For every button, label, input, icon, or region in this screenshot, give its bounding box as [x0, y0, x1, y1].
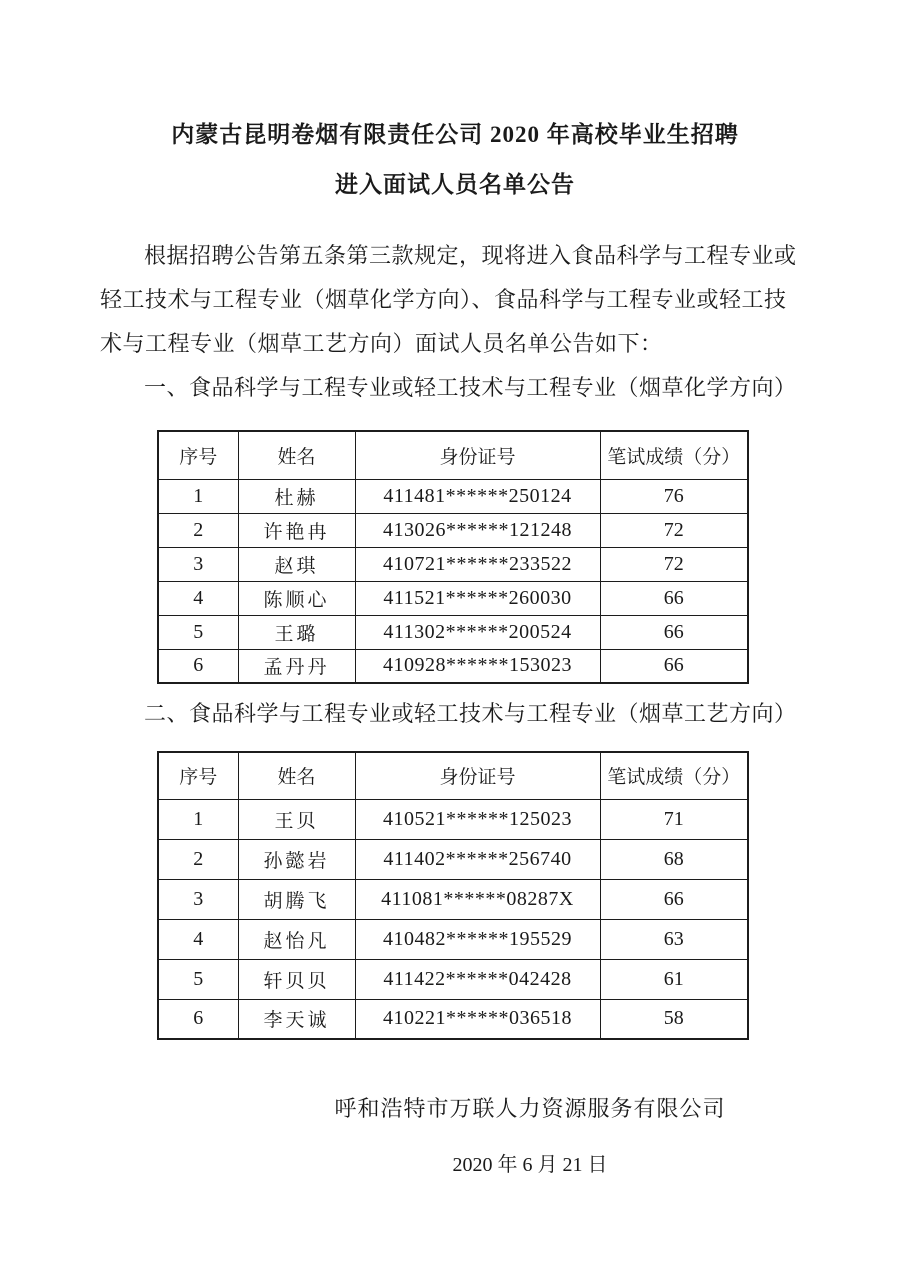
table-row: [158, 959, 748, 999]
seq-cell: 6: [158, 999, 238, 1039]
header-seq: 序号: [158, 752, 238, 799]
id-number-cell: 410221******036518: [355, 999, 600, 1039]
footer-date: 2020 年 6 月 21 日: [452, 1154, 608, 1176]
name-cell: 陈顺心: [238, 581, 355, 615]
table-row: [158, 919, 748, 959]
roster-table: [157, 430, 749, 684]
score-cell: 72: [600, 513, 748, 547]
document-footer: [100, 1094, 810, 1180]
sections-container: [100, 366, 810, 1040]
id-number-cell: 410482******195529: [355, 919, 600, 959]
table-header-row: [158, 431, 748, 479]
id-number-cell: 411422******042428: [355, 959, 600, 999]
table-row: [158, 547, 748, 581]
id-number-cell: 410928******153023: [355, 649, 600, 683]
score-cell: 76: [600, 479, 748, 513]
table-row: [158, 839, 748, 879]
seq-cell: 6: [158, 649, 238, 683]
section-heading: 二、食品科学与工程专业或轻工技术与工程专业（烟草工艺方向）: [144, 701, 797, 726]
name-cell: 王贝: [238, 799, 355, 839]
table-row: [158, 615, 748, 649]
table-header-row: [158, 752, 748, 799]
table-row: [158, 513, 748, 547]
intro-line: 轻工技术与工程专业（烟草化学方向）、食品科学与工程专业或轻工技: [100, 287, 787, 312]
id-number-cell: 413026******121248: [355, 513, 600, 547]
header-score: 笔试成绩（分）: [600, 431, 748, 479]
table-row: [158, 581, 748, 615]
name-cell: 许艳冉: [238, 513, 355, 547]
section-2: [100, 692, 810, 1040]
table-row: [158, 649, 748, 683]
name-cell: 孟丹丹: [238, 649, 355, 683]
header-id-number: 身份证号: [355, 752, 600, 799]
id-number-cell: 411402******256740: [355, 839, 600, 879]
header-id-number: 身份证号: [355, 431, 600, 479]
seq-cell: 4: [158, 919, 238, 959]
name-cell: 胡腾飞: [238, 879, 355, 919]
intro-line: 术与工程专业（烟草工艺方向）面试人员名单公告如下：: [100, 331, 663, 356]
header-score: 笔试成绩（分）: [600, 752, 748, 799]
footer-company-name: 呼和浩特市万联人力资源服务有限公司: [334, 1096, 726, 1121]
score-cell: 72: [600, 547, 748, 581]
id-number-cell: 411302******200524: [355, 615, 600, 649]
score-cell: 66: [600, 581, 748, 615]
name-cell: 李天诚: [238, 999, 355, 1039]
seq-cell: 5: [158, 615, 238, 649]
score-cell: 66: [600, 615, 748, 649]
id-number-cell: 410521******125023: [355, 799, 600, 839]
seq-cell: 2: [158, 839, 238, 879]
intro-line: 根据招聘公告第五条第三款规定，现将进入食品科学与工程专业或: [144, 243, 797, 268]
intro-paragraph: [100, 234, 810, 366]
seq-cell: 3: [158, 547, 238, 581]
id-number-cell: 411481******250124: [355, 479, 600, 513]
name-cell: 轩贝贝: [238, 959, 355, 999]
score-cell: 66: [600, 649, 748, 683]
score-cell: 63: [600, 919, 748, 959]
id-number-cell: 410721******233522: [355, 547, 600, 581]
seq-cell: 3: [158, 879, 238, 919]
name-cell: 王璐: [238, 615, 355, 649]
name-cell: 赵怡凡: [238, 919, 355, 959]
score-cell: 66: [600, 879, 748, 919]
id-number-cell: 411081******08287X: [355, 879, 600, 919]
header-name: 姓名: [238, 431, 355, 479]
table-row: [158, 799, 748, 839]
score-cell: 61: [600, 959, 748, 999]
table-row: [158, 879, 748, 919]
name-cell: 杜赫: [238, 479, 355, 513]
document-title-line-1: 内蒙古昆明卷烟有限责任公司 2020 年高校毕业生招聘: [171, 122, 739, 147]
section-heading: 一、食品科学与工程专业或轻工技术与工程专业（烟草化学方向）: [144, 375, 797, 400]
document-title-line-2: 进入面试人员名单公告: [335, 172, 575, 197]
score-cell: 71: [600, 799, 748, 839]
table-row: [158, 999, 748, 1039]
seq-cell: 5: [158, 959, 238, 999]
id-number-cell: 411521******260030: [355, 581, 600, 615]
seq-cell: 1: [158, 479, 238, 513]
roster-table: [157, 751, 749, 1040]
table-row: [158, 479, 748, 513]
header-seq: 序号: [158, 431, 238, 479]
seq-cell: 1: [158, 799, 238, 839]
score-cell: 58: [600, 999, 748, 1039]
name-cell: 孙懿岩: [238, 839, 355, 879]
name-cell: 赵琪: [238, 547, 355, 581]
seq-cell: 2: [158, 513, 238, 547]
header-name: 姓名: [238, 752, 355, 799]
section-1: [100, 366, 810, 684]
seq-cell: 4: [158, 581, 238, 615]
score-cell: 68: [600, 839, 748, 879]
